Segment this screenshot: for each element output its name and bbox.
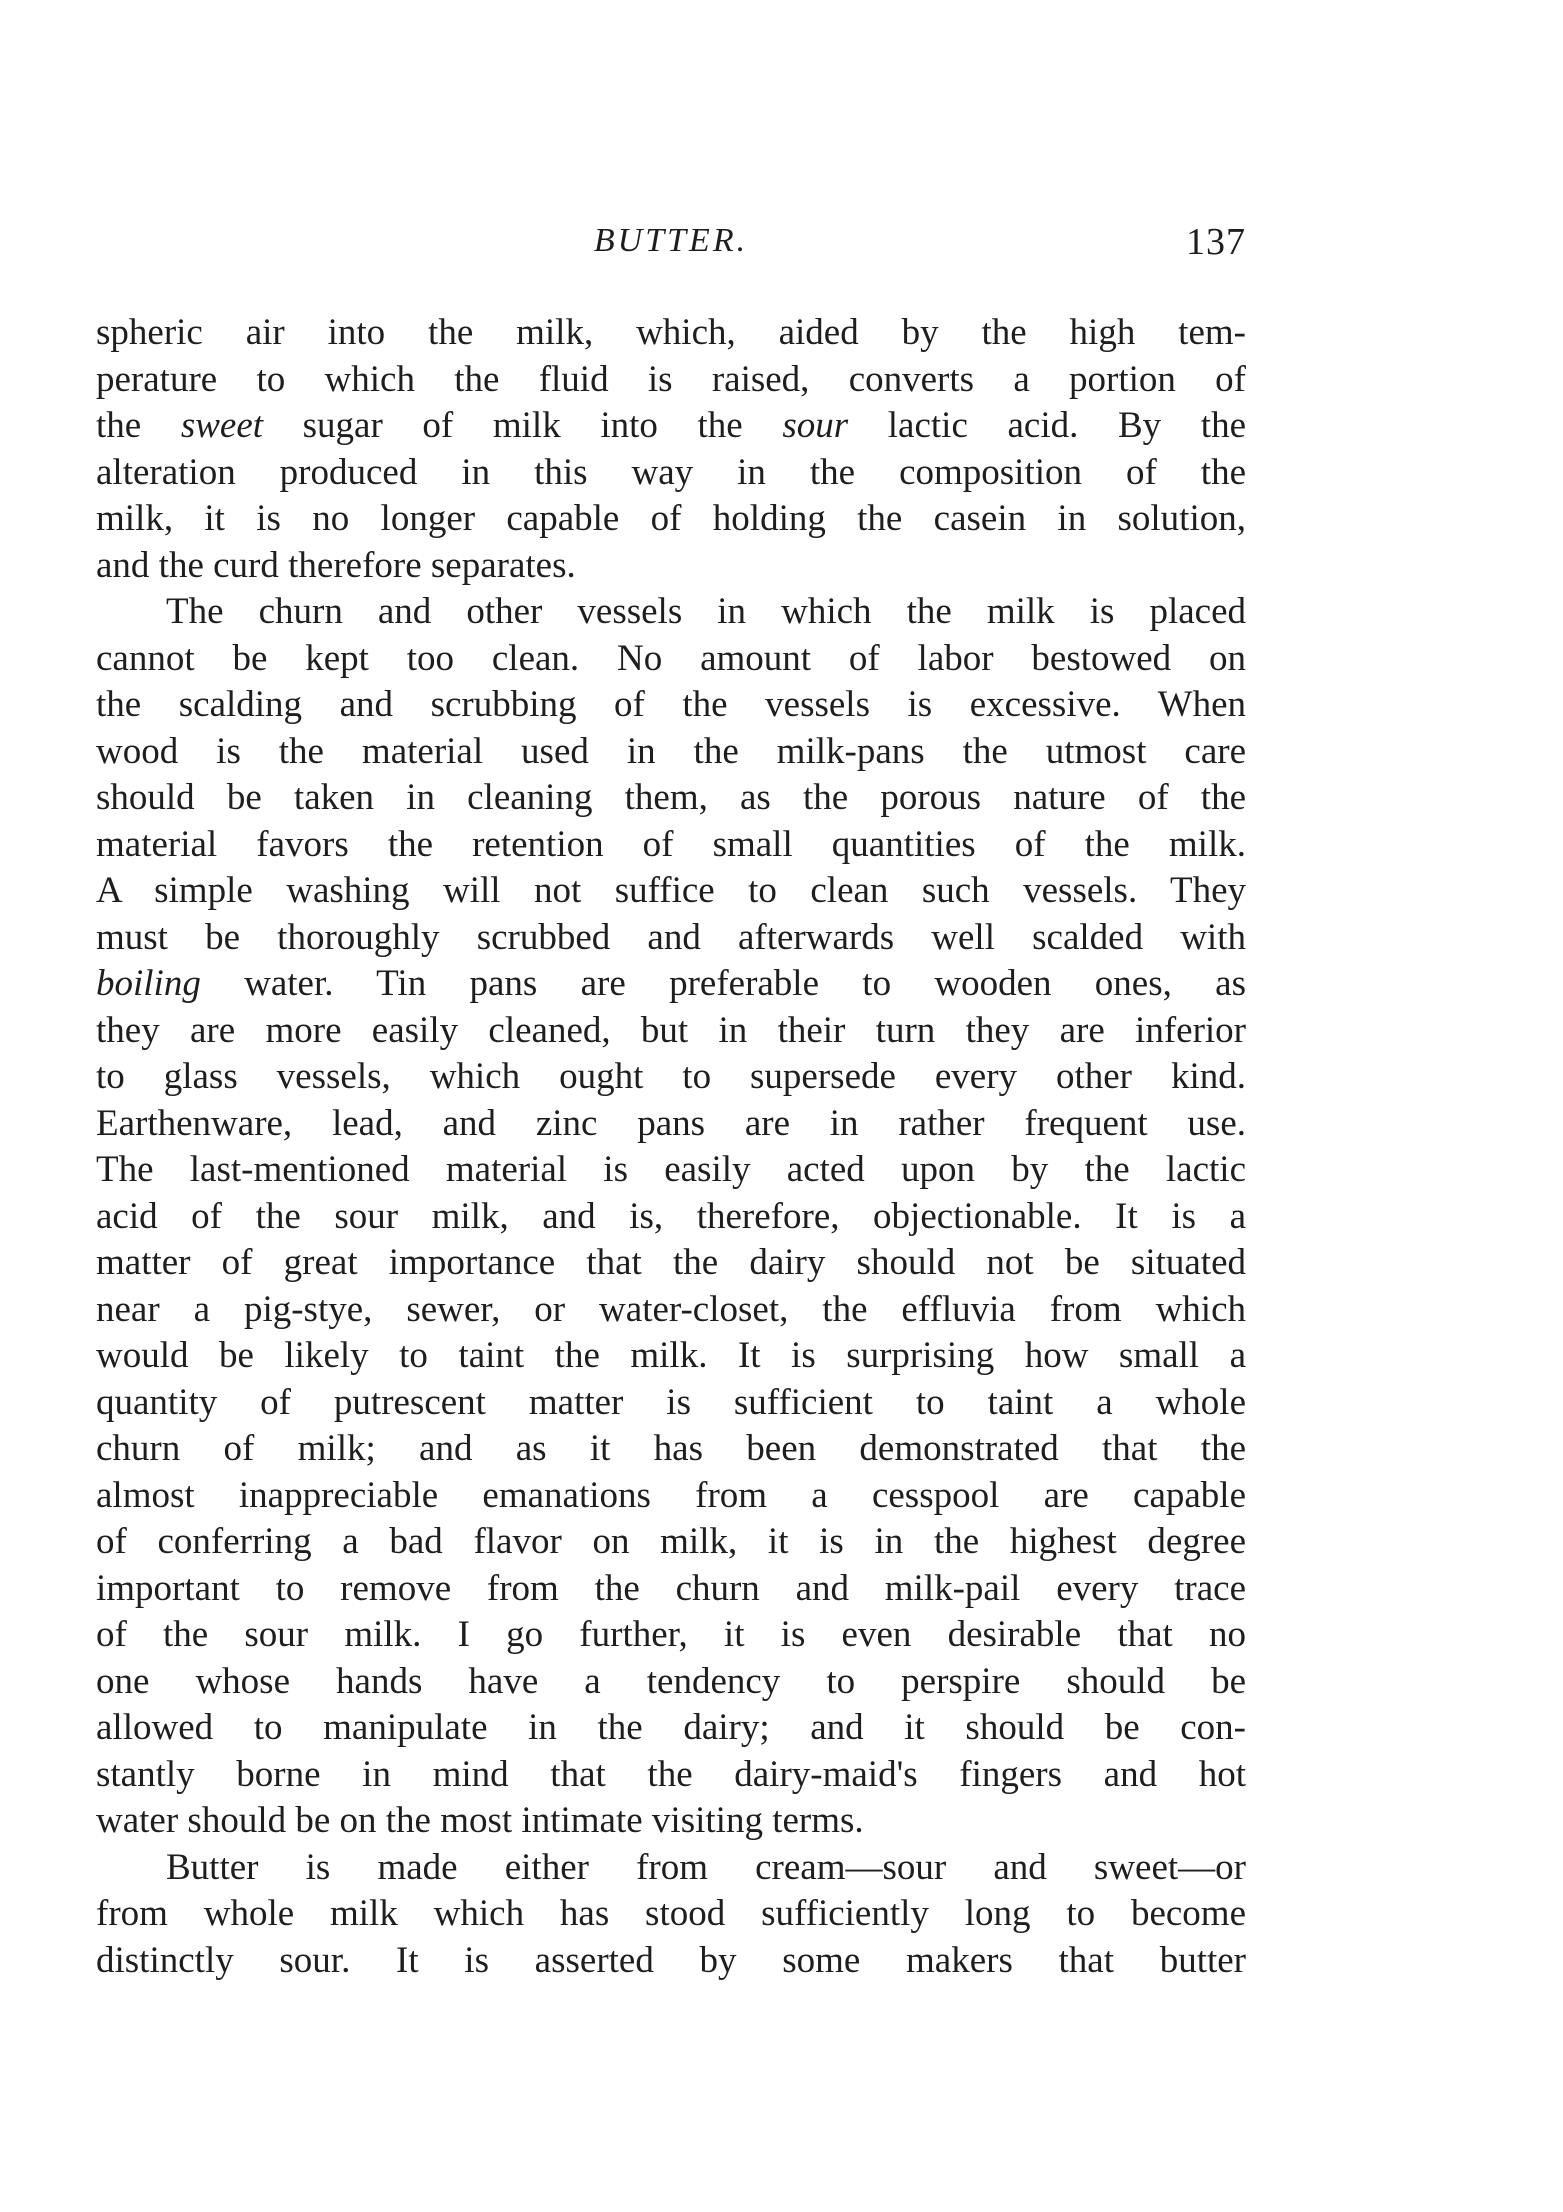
text-line: should be taken in cleaning them, as the porous nature of the	[96, 777, 1246, 818]
text-line: boiling water. Tin pans are preferable to wooden ones, as	[96, 963, 1246, 1004]
text-line: of the sour milk. I go further, it is even desirable that no	[96, 1614, 1246, 1655]
text-line: stantly borne in mind that the dairy-maid's fingers and hot	[96, 1753, 1246, 1795]
text-line: matter of great importance that the dairy should not be situated	[96, 1242, 1246, 1283]
text-line: The churn and other vessels in which the milk is placed	[166, 591, 1246, 632]
text-line: water should be on the most intimate visiting terms.	[96, 1800, 864, 1841]
text-line: must be thoroughly scrubbed and afterwards well scalded with	[96, 916, 1246, 958]
text-line: quantity of putrescent matter is sufficient to taint a whole	[96, 1381, 1246, 1423]
text-line: cannot be kept too clean. No amount of labor bestowed on	[96, 637, 1246, 679]
text-line: churn of milk; and as it has been demonstrated that the	[96, 1428, 1246, 1469]
text-line: material favors the retention of small quantities of the milk.	[96, 823, 1246, 865]
text-line: A simple washing will not suffice to clean such vessels. They	[96, 870, 1246, 911]
text-line: milk, it is no longer capable of holding the casein in solution,	[96, 498, 1246, 539]
text-line: perature to which the fluid is raised, converts a portion of	[96, 358, 1246, 400]
text-line: would be likely to taint the milk. It is surprising how small a	[96, 1335, 1246, 1376]
page-number: 137	[1186, 221, 1246, 263]
body-text	[96, 310, 1246, 1984]
text-line: almost inappreciable emanations from a cesspool are capable	[96, 1474, 1246, 1516]
text-line: important to remove from the churn and milk-pail every trace	[96, 1567, 1246, 1609]
text-line: allowed to manipulate in the dairy; and it should be con-	[96, 1707, 1246, 1748]
text-line: the scalding and scrubbing of the vessels is excessive. When	[96, 684, 1246, 725]
text-line: they are more easily cleaned, but in their turn they are inferior	[96, 1009, 1246, 1051]
running-title: BUTTER.	[593, 222, 749, 259]
text-line: near a pig-stye, sewer, or water-closet, the effluvia from which	[96, 1288, 1246, 1330]
text-line: spheric air into the milk, which, aided by the high tem-	[96, 312, 1246, 353]
text-line: and the curd therefore separates.	[96, 544, 576, 586]
text-line: distinctly sour. It is asserted by some makers that butter	[96, 1939, 1246, 1981]
text-line: acid of the sour milk, and is, therefore, objectionable. It is a	[96, 1195, 1246, 1237]
text-line: of conferring a bad flavor on milk, it is in the highest degree	[96, 1521, 1246, 1562]
text-line: alteration produced in this way in the composition of the	[96, 451, 1246, 493]
text-line: Earthenware, lead, and zinc pans are in rather frequent use.	[96, 1102, 1246, 1144]
text-line: Butter is made either from cream—sour and sweet—or	[166, 1846, 1246, 1888]
text-line: from whole milk which has stood sufficiently long to become	[96, 1893, 1246, 1934]
text-line: The last-mentioned material is easily acted upon by the lactic	[96, 1149, 1246, 1190]
text-line: the sweet sugar of milk into the sour lactic acid. By the	[96, 405, 1246, 446]
text-line: wood is the material used in the milk-pans the utmost care	[96, 730, 1246, 772]
text-line: one whose hands have a tendency to perspire should be	[96, 1660, 1246, 1702]
running-head	[96, 222, 1246, 270]
text-line: to glass vessels, which ought to supersede every other kind.	[96, 1056, 1246, 1097]
